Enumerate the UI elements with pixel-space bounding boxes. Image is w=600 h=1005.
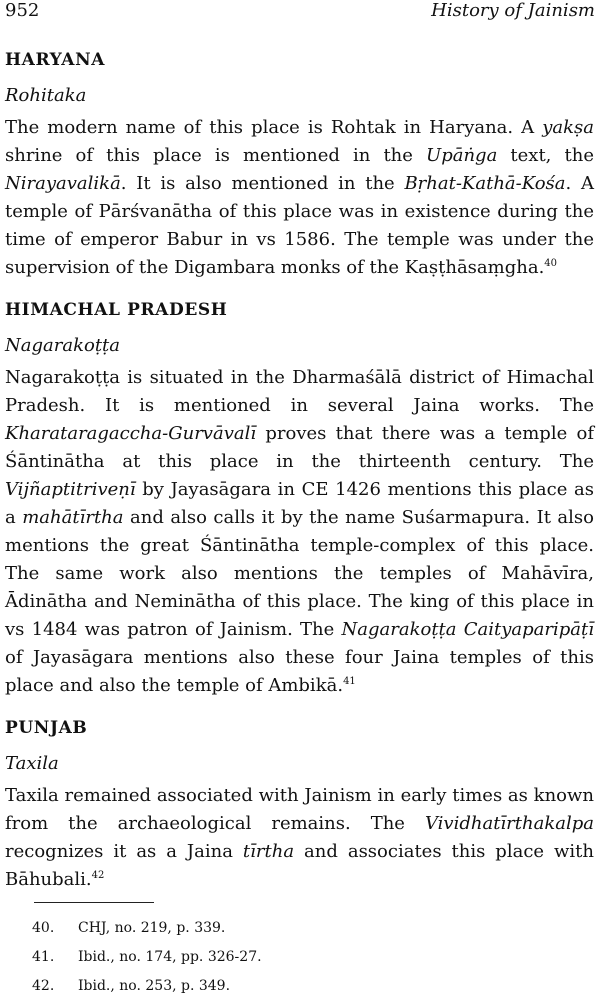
section-heading: HARYANA xyxy=(5,50,106,70)
text-run: . A temple of Pārśvanātha of this place was in existence during the time of emperor Babur in vs 1586. The temple was under the supervision of the Digambara monks of the Kaṣṭhāsaṃgha. xyxy=(5,173,594,278)
text-run: The modern name of this place is Rohtak in Haryana. A xyxy=(5,117,543,138)
place-heading: Nagarakoṭṭa xyxy=(5,335,121,356)
italic-term: Vijñaptitriveṇī xyxy=(5,479,136,500)
footnote-divider xyxy=(34,902,154,903)
footnote-number: 42. xyxy=(32,978,55,994)
text-run: and associates this place with Bāhubali. xyxy=(5,841,594,890)
text-run: recognizes it as a Jaina xyxy=(5,841,243,862)
italic-term: Bṛhat-Kathā-Kośa xyxy=(404,173,566,194)
section-heading: PUNJAB xyxy=(5,718,88,738)
footnote-text: CHJ, no. 219, p. 339. xyxy=(78,920,226,936)
footnote-number: 41. xyxy=(32,949,55,965)
section-himachal-pradesh xyxy=(5,298,594,700)
text-run: proves that there was a temple of Śāntinātha at this place in the thirteenth century. The xyxy=(5,423,594,472)
section-paragraph xyxy=(5,782,594,894)
footnote-ref: 40 xyxy=(544,258,558,269)
text-run: shrine of this place is mentioned in the xyxy=(5,145,427,166)
footnote-ref: 41 xyxy=(343,676,356,687)
text-run: of Jayasāgara mentions also these four Jaina temples of this place and also the temple of Ambikā. xyxy=(5,647,594,696)
text-run: by Jayasāgara in CE 1426 mentions this place as a xyxy=(5,479,594,528)
italic-term: tīrtha xyxy=(242,841,295,862)
section-paragraph xyxy=(5,114,594,282)
italic-term: Upāṅga xyxy=(426,145,498,166)
italic-term: Nirayavalikā xyxy=(5,173,121,194)
place-heading: Taxila xyxy=(5,753,59,774)
footnote-text: Ibid., no. 174, pp. 326-27. xyxy=(78,949,262,965)
italic-term: Vividhatīrthakalpa xyxy=(424,813,594,834)
place-heading: Rohitaka xyxy=(5,85,87,106)
page-number: 952 xyxy=(5,0,40,21)
section-paragraph xyxy=(5,364,594,700)
italic-term: yakṣa xyxy=(542,117,594,138)
footnote-number: 40. xyxy=(32,920,55,936)
section-haryana xyxy=(5,48,594,282)
footnote-text: Ibid., no. 253, p. 349. xyxy=(78,978,231,994)
section-heading: HIMACHAL PRADESH xyxy=(5,300,228,320)
text-run: . It is also mentioned in the xyxy=(120,173,405,194)
section-punjab xyxy=(5,716,594,894)
running-title: History of Jainism xyxy=(431,0,595,21)
text-run: and also calls it by the name Suśarmapura. It also mentions the great Śāntinātha temple-complex of this place. The same work also mentions the temples of Mahāvīra, Ādinātha and Neminātha of this place. The king of this place in vs 1484 was patron of Jainism. The xyxy=(5,507,594,640)
italic-term: Nagarakoṭṭa Caityaparipāṭī xyxy=(341,619,594,640)
italic-term: mahātīrtha xyxy=(22,507,124,528)
footnote xyxy=(32,947,262,976)
text-run: Taxila remained associated with Jainism in early times as known from the archaeological remains. The xyxy=(5,785,594,834)
page-content xyxy=(5,48,594,894)
page-header xyxy=(5,0,595,26)
footnote xyxy=(32,918,262,947)
text-run: Nagarakoṭṭa is situated in the Dharmaśālā district of Himachal Pradesh. It is mentioned in several Jaina works. The xyxy=(5,367,594,416)
text-run: text, the xyxy=(497,145,594,166)
italic-term: Kharataragaccha-Gurvāvalī xyxy=(5,423,257,444)
footnotes xyxy=(32,918,262,1005)
footnote-ref: 42 xyxy=(91,870,105,881)
